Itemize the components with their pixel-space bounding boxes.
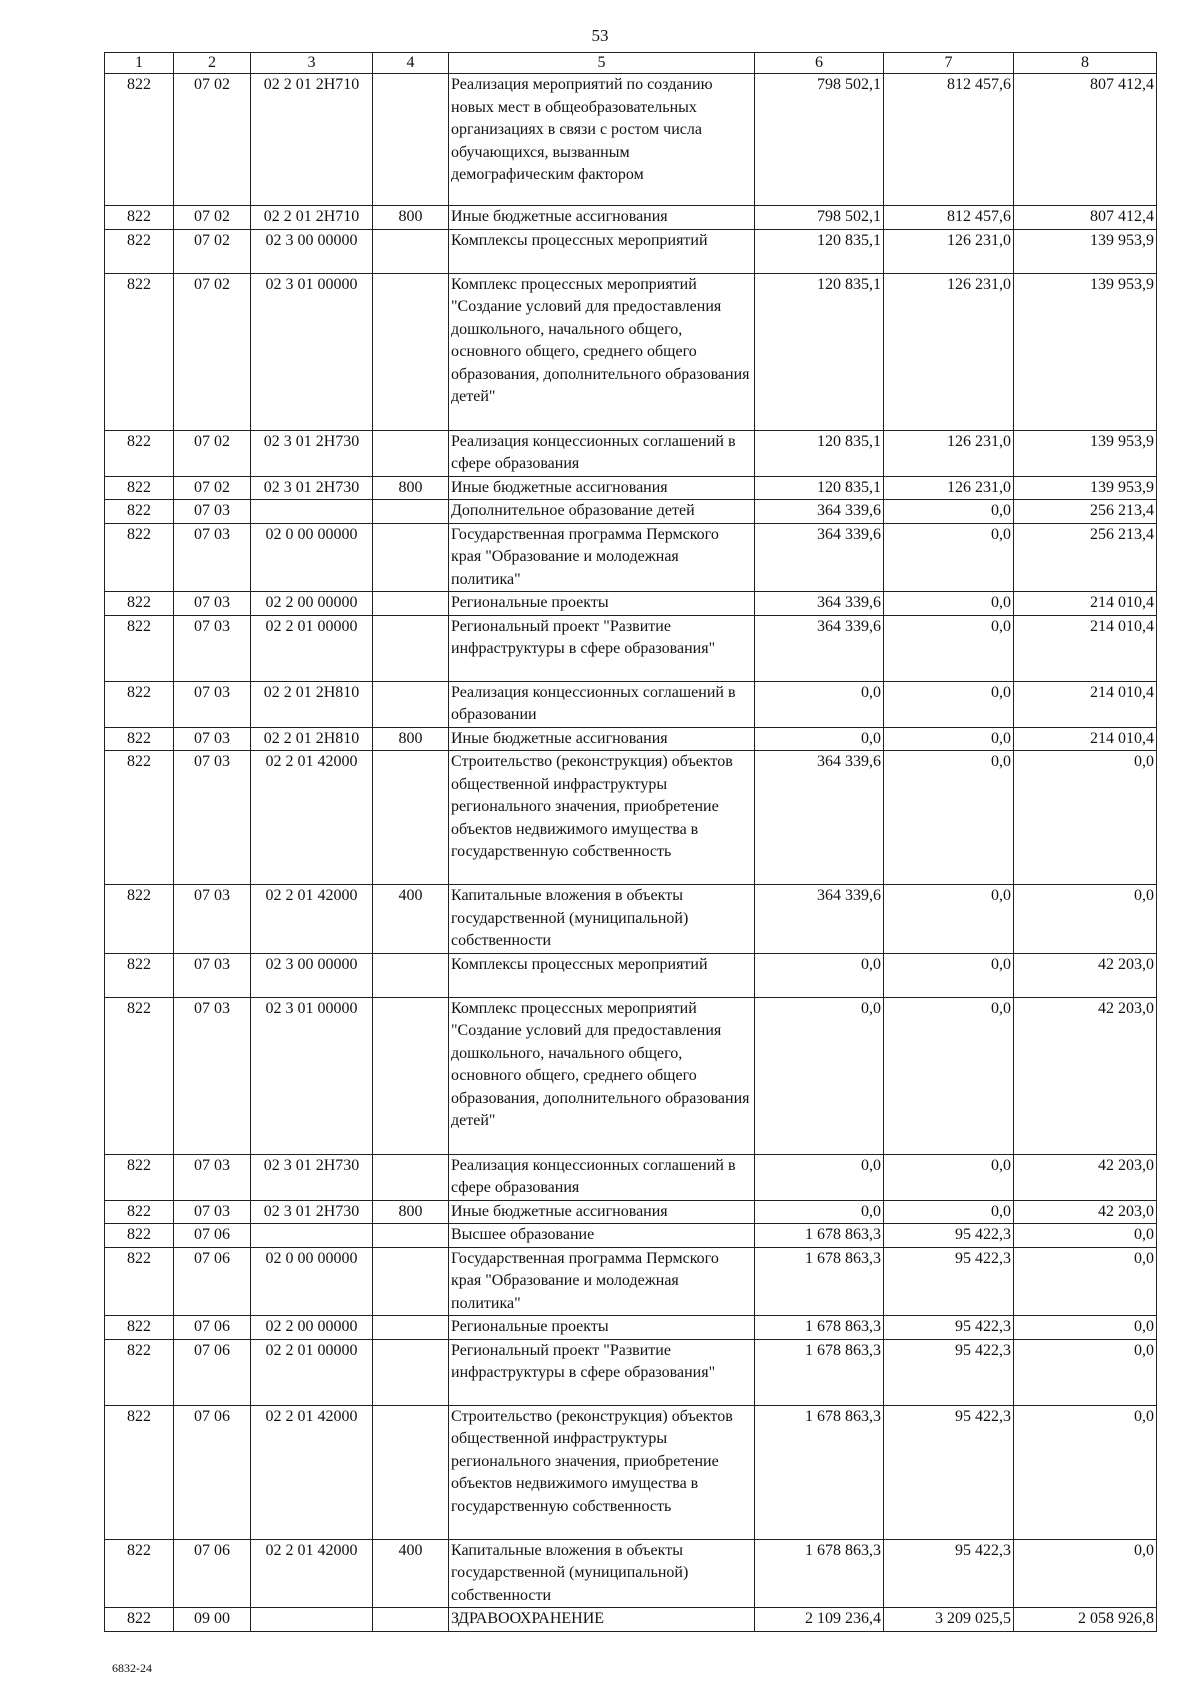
cell-amount-8: 0,0 xyxy=(1014,1316,1157,1340)
table-row xyxy=(105,751,1157,885)
cell-target-article: 02 2 01 42000 xyxy=(251,1405,373,1539)
cell-name: Реализация мероприятий по созданию новых мест в общеобразовательных организациях в связи с ростом числа обучающихся, вызванным демографическим фактором xyxy=(449,74,755,206)
table-row xyxy=(105,523,1157,592)
col-header-6: 6 xyxy=(755,53,884,74)
cell-amount-6: 1 678 863,3 xyxy=(755,1224,884,1248)
cell-expense-type xyxy=(373,953,449,997)
cell-section: 07 03 xyxy=(174,1200,251,1224)
table-row xyxy=(105,1224,1157,1248)
cell-admin-code: 822 xyxy=(105,1200,174,1224)
cell-amount-7: 0,0 xyxy=(884,885,1014,954)
cell-name: Региональный проект "Развитие инфраструктуры в сфере образования" xyxy=(449,615,755,681)
cell-amount-6: 798 502,1 xyxy=(755,206,884,230)
cell-section: 07 02 xyxy=(174,74,251,206)
cell-section: 09 00 xyxy=(174,1608,251,1632)
cell-section: 07 03 xyxy=(174,681,251,727)
cell-expense-type xyxy=(373,681,449,727)
cell-name: Реализация концессионных соглашений в сфере образования xyxy=(449,1154,755,1200)
cell-amount-6: 364 339,6 xyxy=(755,523,884,592)
cell-amount-8: 139 953,9 xyxy=(1014,273,1157,430)
cell-amount-8: 214 010,4 xyxy=(1014,615,1157,681)
cell-section: 07 06 xyxy=(174,1316,251,1340)
cell-expense-type xyxy=(373,1316,449,1340)
cell-section: 07 03 xyxy=(174,592,251,616)
col-header-8: 8 xyxy=(1014,53,1157,74)
cell-expense-type xyxy=(373,500,449,524)
cell-target-article: 02 3 01 2Н730 xyxy=(251,476,373,500)
cell-target-article xyxy=(251,1224,373,1248)
cell-amount-7: 126 231,0 xyxy=(884,229,1014,273)
cell-expense-type xyxy=(373,1608,449,1632)
cell-section: 07 02 xyxy=(174,206,251,230)
cell-amount-6: 1 678 863,3 xyxy=(755,1539,884,1608)
cell-amount-7: 0,0 xyxy=(884,751,1014,885)
cell-amount-6: 1 678 863,3 xyxy=(755,1405,884,1539)
cell-target-article: 02 2 00 00000 xyxy=(251,1316,373,1340)
col-header-1: 1 xyxy=(105,53,174,74)
cell-amount-7: 812 457,6 xyxy=(884,206,1014,230)
cell-amount-6: 0,0 xyxy=(755,953,884,997)
cell-section: 07 06 xyxy=(174,1539,251,1608)
cell-amount-8: 807 412,4 xyxy=(1014,74,1157,206)
cell-target-article: 02 3 01 2Н730 xyxy=(251,1154,373,1200)
cell-name: Капитальные вложения в объекты государственной (муниципальной) собственности xyxy=(449,885,755,954)
cell-amount-6: 0,0 xyxy=(755,681,884,727)
cell-name: Государственная программа Пермского края "Образование и молодежная политика" xyxy=(449,523,755,592)
cell-expense-type xyxy=(373,523,449,592)
table-row xyxy=(105,1200,1157,1224)
table-row xyxy=(105,681,1157,727)
cell-amount-6: 120 835,1 xyxy=(755,229,884,273)
cell-admin-code: 822 xyxy=(105,523,174,592)
col-header-5: 5 xyxy=(449,53,755,74)
cell-name: Реализация концессионных соглашений в сфере образования xyxy=(449,430,755,476)
cell-amount-8: 214 010,4 xyxy=(1014,727,1157,751)
cell-amount-8: 2 058 926,8 xyxy=(1014,1608,1157,1632)
cell-amount-8: 139 953,9 xyxy=(1014,476,1157,500)
cell-target-article: 02 3 01 00000 xyxy=(251,273,373,430)
cell-expense-type: 800 xyxy=(373,206,449,230)
page-number: 53 xyxy=(591,26,609,45)
cell-target-article: 02 2 01 42000 xyxy=(251,1539,373,1608)
cell-target-article: 02 3 01 2Н730 xyxy=(251,430,373,476)
cell-target-article: 02 3 01 2Н730 xyxy=(251,1200,373,1224)
cell-amount-6: 0,0 xyxy=(755,1154,884,1200)
cell-target-article: 02 2 01 00000 xyxy=(251,615,373,681)
cell-amount-7: 0,0 xyxy=(884,1154,1014,1200)
cell-expense-type: 400 xyxy=(373,1539,449,1608)
cell-section: 07 03 xyxy=(174,997,251,1154)
cell-target-article: 02 3 00 00000 xyxy=(251,953,373,997)
cell-admin-code: 822 xyxy=(105,1339,174,1405)
table-row xyxy=(105,1539,1157,1608)
cell-expense-type xyxy=(373,1339,449,1405)
col-header-3: 3 xyxy=(251,53,373,74)
cell-name: Реализация концессионных соглашений в образовании xyxy=(449,681,755,727)
cell-expense-type xyxy=(373,273,449,430)
cell-name: Иные бюджетные ассигнования xyxy=(449,1200,755,1224)
cell-amount-6: 0,0 xyxy=(755,1200,884,1224)
cell-admin-code: 822 xyxy=(105,74,174,206)
cell-admin-code: 822 xyxy=(105,1608,174,1632)
cell-amount-8: 0,0 xyxy=(1014,751,1157,885)
table-row xyxy=(105,727,1157,751)
cell-name: Капитальные вложения в объекты государственной (муниципальной) собственности xyxy=(449,1539,755,1608)
cell-admin-code: 822 xyxy=(105,953,174,997)
cell-name: ЗДРАВООХРАНЕНИЕ xyxy=(449,1608,755,1632)
cell-expense-type xyxy=(373,1405,449,1539)
cell-section: 07 03 xyxy=(174,523,251,592)
cell-expense-type xyxy=(373,430,449,476)
cell-section: 07 03 xyxy=(174,751,251,885)
cell-amount-6: 2 109 236,4 xyxy=(755,1608,884,1632)
cell-amount-7: 95 422,3 xyxy=(884,1224,1014,1248)
cell-amount-6: 1 678 863,3 xyxy=(755,1339,884,1405)
table-row xyxy=(105,206,1157,230)
cell-admin-code: 822 xyxy=(105,430,174,476)
cell-target-article: 02 2 01 2Н810 xyxy=(251,727,373,751)
cell-expense-type xyxy=(373,1154,449,1200)
cell-amount-6: 364 339,6 xyxy=(755,615,884,681)
cell-expense-type: 800 xyxy=(373,476,449,500)
table-row xyxy=(105,229,1157,273)
cell-amount-8: 0,0 xyxy=(1014,1247,1157,1316)
cell-amount-6: 364 339,6 xyxy=(755,885,884,954)
cell-section: 07 02 xyxy=(174,273,251,430)
cell-admin-code: 822 xyxy=(105,681,174,727)
cell-admin-code: 822 xyxy=(105,229,174,273)
header-row xyxy=(105,53,1157,74)
cell-expense-type xyxy=(373,229,449,273)
table-row xyxy=(105,615,1157,681)
cell-amount-8: 0,0 xyxy=(1014,1339,1157,1405)
table-row xyxy=(105,1405,1157,1539)
cell-amount-6: 364 339,6 xyxy=(755,751,884,885)
table-row xyxy=(105,74,1157,206)
table-row xyxy=(105,885,1157,954)
cell-admin-code: 822 xyxy=(105,727,174,751)
cell-amount-6: 1 678 863,3 xyxy=(755,1316,884,1340)
cell-amount-7: 0,0 xyxy=(884,997,1014,1154)
cell-name: Высшее образование xyxy=(449,1224,755,1248)
cell-section: 07 03 xyxy=(174,500,251,524)
cell-amount-7: 126 231,0 xyxy=(884,476,1014,500)
cell-section: 07 03 xyxy=(174,727,251,751)
cell-amount-7: 0,0 xyxy=(884,727,1014,751)
footer-code: 6832-24 xyxy=(112,1661,152,1675)
cell-amount-8: 0,0 xyxy=(1014,1405,1157,1539)
cell-admin-code: 822 xyxy=(105,592,174,616)
cell-name: Строительство (реконструкция) объектов общественной инфраструктуры регионального значения, приобретение объектов недвижимого имущества в государственную собственность xyxy=(449,1405,755,1539)
cell-target-article: 02 2 01 42000 xyxy=(251,751,373,885)
cell-admin-code: 822 xyxy=(105,751,174,885)
cell-amount-7: 0,0 xyxy=(884,592,1014,616)
cell-amount-7: 95 422,3 xyxy=(884,1339,1014,1405)
cell-amount-8: 0,0 xyxy=(1014,1224,1157,1248)
table-row xyxy=(105,592,1157,616)
col-header-2: 2 xyxy=(174,53,251,74)
cell-section: 07 06 xyxy=(174,1224,251,1248)
cell-amount-7: 95 422,3 xyxy=(884,1539,1014,1608)
table-row xyxy=(105,1154,1157,1200)
cell-target-article: 02 2 01 42000 xyxy=(251,885,373,954)
cell-amount-7: 3 209 025,5 xyxy=(884,1608,1014,1632)
cell-admin-code: 822 xyxy=(105,206,174,230)
cell-expense-type xyxy=(373,74,449,206)
cell-section: 07 02 xyxy=(174,430,251,476)
cell-amount-7: 0,0 xyxy=(884,953,1014,997)
budget-table xyxy=(104,52,1157,1632)
cell-section: 07 03 xyxy=(174,1154,251,1200)
cell-expense-type xyxy=(373,1247,449,1316)
cell-section: 07 02 xyxy=(174,229,251,273)
cell-amount-6: 120 835,1 xyxy=(755,476,884,500)
cell-amount-7: 95 422,3 xyxy=(884,1405,1014,1539)
cell-admin-code: 822 xyxy=(105,1316,174,1340)
cell-amount-6: 364 339,6 xyxy=(755,500,884,524)
table-row xyxy=(105,953,1157,997)
cell-admin-code: 822 xyxy=(105,500,174,524)
cell-section: 07 02 xyxy=(174,476,251,500)
cell-expense-type: 400 xyxy=(373,885,449,954)
cell-target-article xyxy=(251,500,373,524)
cell-amount-8: 256 213,4 xyxy=(1014,500,1157,524)
table-row xyxy=(105,1316,1157,1340)
cell-admin-code: 822 xyxy=(105,476,174,500)
cell-target-article: 02 2 01 2Н710 xyxy=(251,74,373,206)
table-row xyxy=(105,997,1157,1154)
cell-target-article: 02 2 01 2Н810 xyxy=(251,681,373,727)
cell-name: Региональные проекты xyxy=(449,592,755,616)
table-row xyxy=(105,1339,1157,1405)
cell-amount-8: 807 412,4 xyxy=(1014,206,1157,230)
cell-expense-type: 800 xyxy=(373,727,449,751)
cell-amount-7: 0,0 xyxy=(884,681,1014,727)
cell-admin-code: 822 xyxy=(105,1224,174,1248)
cell-admin-code: 822 xyxy=(105,615,174,681)
cell-amount-8: 42 203,0 xyxy=(1014,953,1157,997)
cell-amount-6: 364 339,6 xyxy=(755,592,884,616)
cell-amount-8: 42 203,0 xyxy=(1014,1200,1157,1224)
table-row xyxy=(105,1247,1157,1316)
cell-expense-type xyxy=(373,751,449,885)
col-header-7: 7 xyxy=(884,53,1014,74)
cell-section: 07 03 xyxy=(174,885,251,954)
cell-amount-8: 139 953,9 xyxy=(1014,229,1157,273)
table-row xyxy=(105,273,1157,430)
cell-section: 07 06 xyxy=(174,1405,251,1539)
cell-amount-7: 95 422,3 xyxy=(884,1316,1014,1340)
cell-target-article: 02 0 00 00000 xyxy=(251,1247,373,1316)
cell-name: Региональные проекты xyxy=(449,1316,755,1340)
cell-amount-8: 0,0 xyxy=(1014,1539,1157,1608)
cell-amount-8: 256 213,4 xyxy=(1014,523,1157,592)
cell-amount-6: 798 502,1 xyxy=(755,74,884,206)
cell-name: Дополнительное образование детей xyxy=(449,500,755,524)
cell-amount-8: 214 010,4 xyxy=(1014,592,1157,616)
cell-amount-7: 0,0 xyxy=(884,1200,1014,1224)
cell-section: 07 03 xyxy=(174,615,251,681)
cell-target-article: 02 3 01 00000 xyxy=(251,997,373,1154)
cell-amount-7: 0,0 xyxy=(884,615,1014,681)
cell-amount-8: 42 203,0 xyxy=(1014,997,1157,1154)
cell-amount-7: 812 457,6 xyxy=(884,74,1014,206)
cell-target-article: 02 0 00 00000 xyxy=(251,523,373,592)
cell-name: Государственная программа Пермского края "Образование и молодежная политика" xyxy=(449,1247,755,1316)
cell-name: Иные бюджетные ассигнования xyxy=(449,727,755,751)
cell-amount-8: 42 203,0 xyxy=(1014,1154,1157,1200)
cell-amount-6: 1 678 863,3 xyxy=(755,1247,884,1316)
table-row xyxy=(105,430,1157,476)
cell-admin-code: 822 xyxy=(105,997,174,1154)
cell-name: Иные бюджетные ассигнования xyxy=(449,476,755,500)
cell-name: Комплекс процессных мероприятий "Создание условий для предоставления дошкольного, начального общего, основного общего, среднего общего образования, дополнительного образования детей" xyxy=(449,273,755,430)
cell-name: Комплексы процессных мероприятий xyxy=(449,229,755,273)
cell-admin-code: 822 xyxy=(105,1405,174,1539)
cell-amount-8: 139 953,9 xyxy=(1014,430,1157,476)
cell-name: Комплекс процессных мероприятий "Создание условий для предоставления дошкольного, начального общего, основного общего, среднего общего образования, дополнительного образования детей" xyxy=(449,997,755,1154)
cell-expense-type xyxy=(373,997,449,1154)
cell-target-article xyxy=(251,1608,373,1632)
cell-admin-code: 822 xyxy=(105,1539,174,1608)
cell-name: Региональный проект "Развитие инфраструктуры в сфере образования" xyxy=(449,1339,755,1405)
cell-section: 07 06 xyxy=(174,1339,251,1405)
cell-amount-7: 0,0 xyxy=(884,523,1014,592)
cell-admin-code: 822 xyxy=(105,273,174,430)
cell-section: 07 06 xyxy=(174,1247,251,1316)
cell-expense-type xyxy=(373,592,449,616)
cell-name: Иные бюджетные ассигнования xyxy=(449,206,755,230)
cell-amount-7: 126 231,0 xyxy=(884,430,1014,476)
cell-amount-7: 126 231,0 xyxy=(884,273,1014,430)
cell-amount-8: 214 010,4 xyxy=(1014,681,1157,727)
cell-section: 07 03 xyxy=(174,953,251,997)
cell-target-article: 02 2 01 00000 xyxy=(251,1339,373,1405)
cell-amount-8: 0,0 xyxy=(1014,885,1157,954)
cell-amount-6: 0,0 xyxy=(755,727,884,751)
cell-expense-type: 800 xyxy=(373,1200,449,1224)
cell-amount-6: 0,0 xyxy=(755,997,884,1154)
cell-target-article: 02 2 01 2Н710 xyxy=(251,206,373,230)
cell-target-article: 02 2 00 00000 xyxy=(251,592,373,616)
cell-admin-code: 822 xyxy=(105,1247,174,1316)
table-row xyxy=(105,476,1157,500)
cell-amount-6: 120 835,1 xyxy=(755,430,884,476)
cell-expense-type xyxy=(373,615,449,681)
cell-admin-code: 822 xyxy=(105,1154,174,1200)
cell-name: Строительство (реконструкция) объектов общественной инфраструктуры регионального значения, приобретение объектов недвижимого имущества в государственную собственность xyxy=(449,751,755,885)
col-header-4: 4 xyxy=(373,53,449,74)
cell-target-article: 02 3 00 00000 xyxy=(251,229,373,273)
cell-amount-6: 120 835,1 xyxy=(755,273,884,430)
cell-name: Комплексы процессных мероприятий xyxy=(449,953,755,997)
table-body xyxy=(105,74,1157,1632)
cell-expense-type xyxy=(373,1224,449,1248)
cell-admin-code: 822 xyxy=(105,885,174,954)
table-row xyxy=(105,1608,1157,1632)
cell-amount-7: 0,0 xyxy=(884,500,1014,524)
table-row xyxy=(105,500,1157,524)
cell-amount-7: 95 422,3 xyxy=(884,1247,1014,1316)
